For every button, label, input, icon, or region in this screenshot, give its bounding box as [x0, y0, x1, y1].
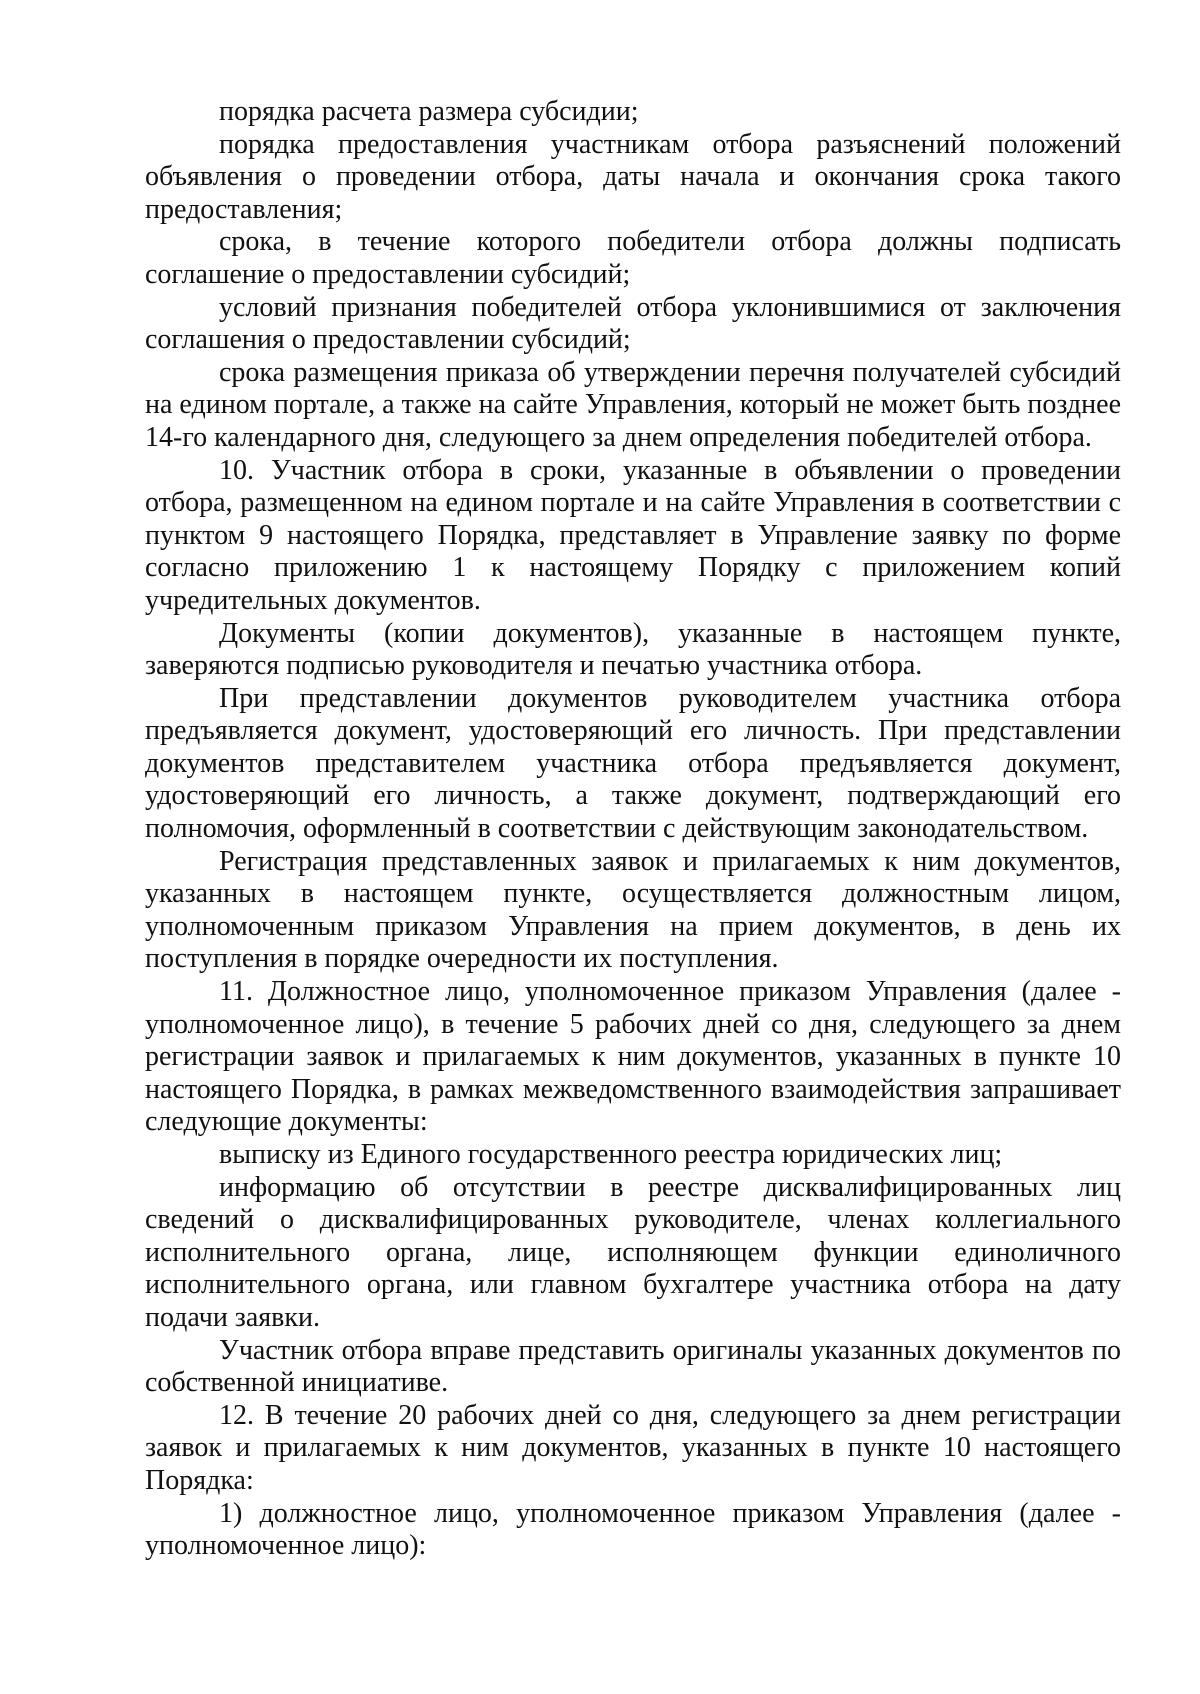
paragraph-11: выписку из Единого государственного реестра юридических лиц;	[219, 1139, 1003, 1170]
paragraph-4: условий признания победителей отбора уклонившимися от заключения соглашения о предоставлении субсидий;	[145, 291, 1121, 356]
document-page	[145, 96, 1121, 1563]
paragraph-2: порядка предоставления участникам отбора разъяснений положений объявления о проведении отбора, даты начала и окончания срока такого предоставления;	[145, 128, 1121, 225]
paragraph-15: 1) должностное лицо, уполномоченное приказом Управления (далее - уполномоченное лицо):	[145, 1497, 1121, 1562]
paragraph-14: 12. В течение 20 рабочих дней со дня, следующего за днем регистрации заявок и прилагаемых к ним документов, указанных в пункте 10 настоящего Порядка:	[145, 1399, 1121, 1496]
paragraph-8: При представлении документов руководителем участника отбора предъявляется документ, удостоверяющий его личность. При представлении документов представителем участника отбора предъявляется документ, удостоверяющий его личность, а также документ, подтверждающий его полномочия, оформленный в соответствии с действующим законодательством.	[145, 682, 1121, 845]
paragraph-5: срока размещения приказа об утверждении перечня получателей субсидий на едином портале, а также на сайте Управления, который не может быть позднее 14-го календарного дня, следующего за днем определения победителей отбора.	[145, 356, 1121, 453]
paragraph-10: 11. Должностное лицо, уполномоченное приказом Управления (далее - уполномоченное лицо), в течение 5 рабочих дней со дня, следующего за днем регистрации заявок и прилагаемых к ним документов, указанных в пункте 10 настоящего Порядка, в рамках межведомственного взаимодействия запрашивает следующие документы:	[145, 976, 1121, 1138]
paragraph-7: Документы (копии документов), указанные в настоящем пункте, заверяются подписью руководителя и печатью участника отбора.	[145, 617, 1121, 682]
paragraph-12: информацию об отсутствии в реестре дисквалифицированных лиц сведений о дисквалифицированных руководителе, членах коллегиального исполнительного органа, лице, исполняющем функции единоличного исполнительного органа, или главном бухгалтере участника отбора на дату подачи заявки.	[145, 1171, 1121, 1333]
paragraph-6: 10. Участник отбора в сроки, указанные в объявлении о проведении отбора, размещенном на едином портале и на сайте Управления в соответствии с пунктом 9 настоящего Порядка, представляет в Управление заявку по форме согласно приложению 1 к настоящему Порядку с приложением копий учредительных документов.	[145, 454, 1121, 616]
paragraph-1: порядка расчета размера субсидии;	[219, 96, 639, 127]
paragraph-13: Участник отбора вправе представить оригиналы указанных документов по собственной инициативе.	[145, 1334, 1121, 1399]
paragraph-3: срока, в течение которого победители отбора должны подписать соглашение о предоставлении субсидий;	[145, 226, 1121, 290]
paragraph-9: Регистрация представленных заявок и прилагаемых к ним документов, указанных в настоящем пункте, осуществляется должностным лицом, уполномоченным приказом Управления на прием документов, в день их поступления в порядке очередности их поступления.	[145, 845, 1121, 975]
